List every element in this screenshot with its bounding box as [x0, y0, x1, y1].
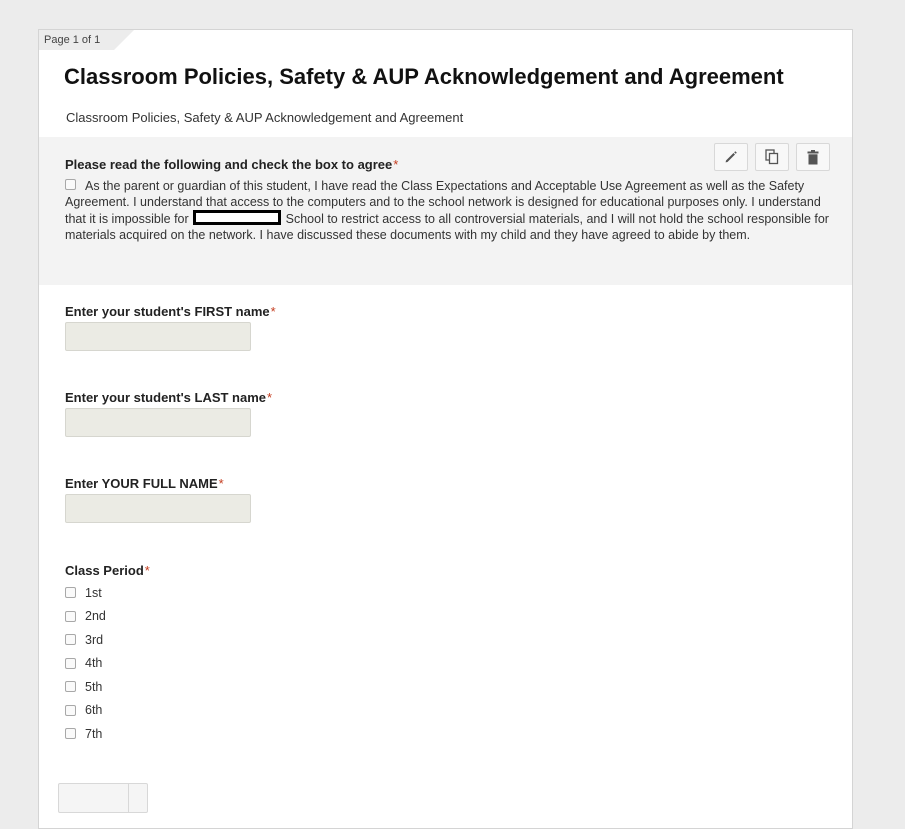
required-marker: * [218, 476, 224, 491]
class-period-label [65, 563, 150, 578]
option-label: 1st [85, 585, 102, 600]
question-toolbar [714, 143, 830, 171]
agreement-label-text: Please read the following and check the box to agree [65, 157, 393, 172]
redacted-school-name [194, 211, 280, 224]
full-name-label-text: Enter YOUR FULL NAME [65, 476, 218, 491]
class-period-option[interactable] [65, 699, 150, 723]
class-period-checkbox[interactable] [65, 728, 76, 739]
last-name-label-text: Enter your student's LAST name [65, 390, 267, 405]
option-label: 2nd [85, 609, 106, 624]
first-name-label [65, 304, 276, 319]
question-agreement[interactable] [39, 137, 852, 285]
class-period-checkbox[interactable] [65, 705, 76, 716]
add-item-button[interactable] [58, 783, 148, 813]
add-item-dropdown-divider [128, 784, 129, 812]
duplicate-icon [765, 149, 779, 165]
page-indicator: Page 1 of 1 [39, 30, 114, 50]
agreement-checkbox[interactable] [65, 179, 76, 190]
form-description[interactable]: Classroom Policies, Safety & AUP Acknowledgement and Agreement [66, 110, 464, 125]
pencil-icon [724, 150, 738, 164]
duplicate-button[interactable] [755, 143, 789, 171]
option-label: 7th [85, 726, 103, 741]
class-period-option[interactable] [65, 675, 150, 699]
class-period-label-text: Class Period [65, 563, 144, 578]
question-full-name [65, 476, 251, 523]
full-name-input[interactable] [65, 494, 251, 523]
agreement-text [65, 178, 830, 243]
last-name-label [65, 390, 272, 405]
trash-icon [807, 150, 819, 165]
class-period-checkbox[interactable] [65, 681, 76, 692]
option-label: 3rd [85, 632, 104, 647]
question-last-name [65, 390, 272, 437]
class-period-checkbox[interactable] [65, 587, 76, 598]
last-name-input[interactable] [65, 408, 251, 437]
class-period-checkbox[interactable] [65, 634, 76, 645]
first-name-input[interactable] [65, 322, 251, 351]
agreement-label [65, 157, 398, 172]
class-period-option[interactable] [65, 581, 150, 605]
class-period-checkbox[interactable] [65, 658, 76, 669]
required-marker: * [144, 563, 150, 578]
class-period-option[interactable] [65, 628, 150, 652]
required-marker: * [393, 157, 399, 172]
class-period-checkbox[interactable] [65, 611, 76, 622]
form-page [38, 29, 853, 829]
class-period-option[interactable] [65, 605, 150, 629]
agreement-text-part2: School to restrict access to all controversial materials, and I will not hold the school responsible for materials acquired on the network. I have discussed these documents with my child and they have agreed to abide by them. [65, 211, 829, 242]
first-name-label-text: Enter your student's FIRST name [65, 304, 270, 319]
class-period-option[interactable] [65, 722, 150, 746]
question-first-name [65, 304, 276, 351]
required-marker: * [267, 390, 273, 405]
full-name-label [65, 476, 251, 491]
required-marker: * [270, 304, 276, 319]
class-period-option[interactable] [65, 652, 150, 676]
option-label: 5th [85, 679, 103, 694]
option-label: 6th [85, 703, 103, 718]
delete-button[interactable] [796, 143, 830, 171]
form-title[interactable]: Classroom Policies, Safety & AUP Acknowledgement and Agreement [64, 64, 784, 89]
question-class-period [65, 563, 150, 746]
agreement-text-part1: As the parent or guardian of this student, I have read the Class Expectations and Acceptable Use Agreement as well as the Safety Agreement. I understand that access to the computers and to the school network is designed for educational purposes only. I understand that it is impossible for [65, 179, 821, 226]
option-label: 4th [85, 656, 103, 671]
edit-button[interactable] [714, 143, 748, 171]
